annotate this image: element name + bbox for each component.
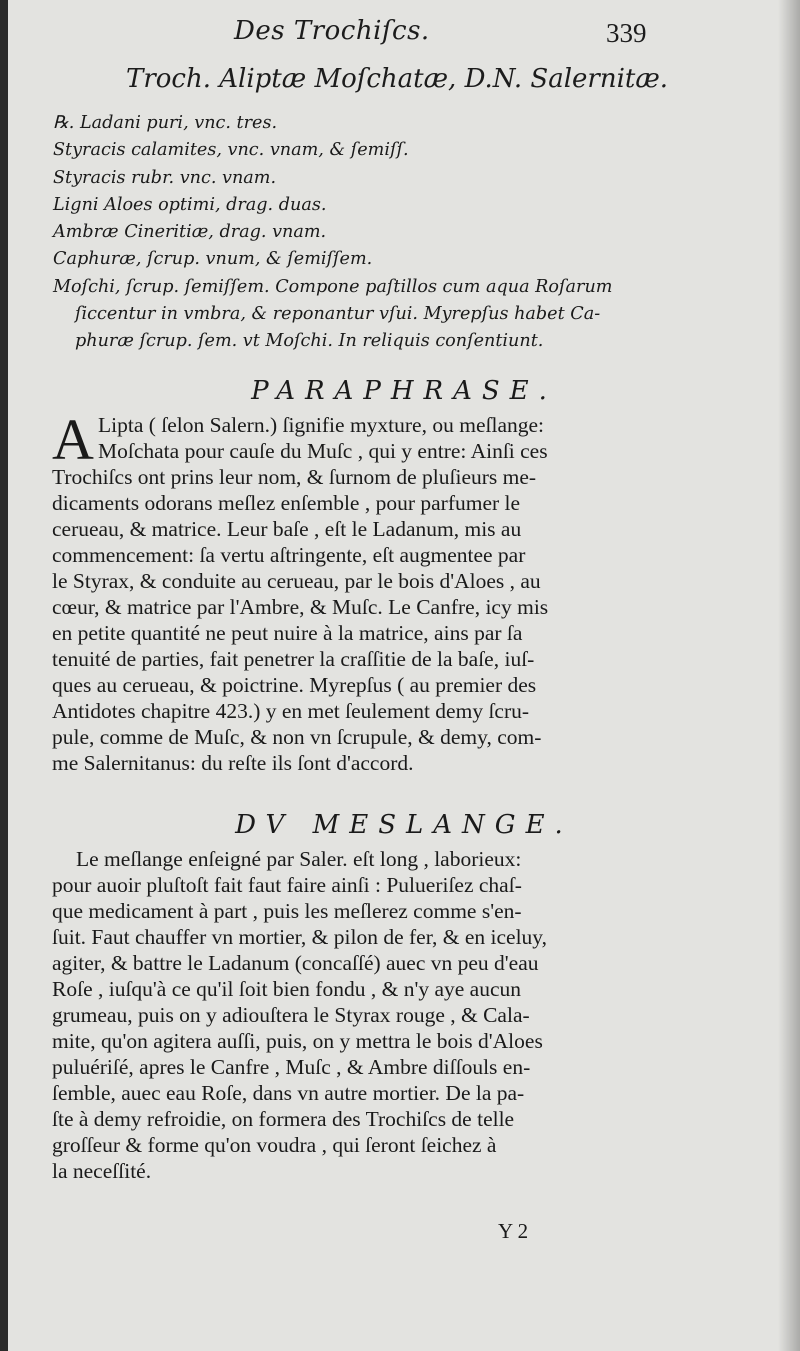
text-line: tenuité de parties, fait penetrer la craſſitie de la baſe, iuſ- xyxy=(52,647,535,671)
text-line: dicaments odorans meſlez enſemble , pour parfumer le xyxy=(52,491,521,515)
text-line: ſuit. Faut chauffer vn mortier, & pilon de fer, & en iceluy, xyxy=(52,925,548,949)
recipe-line: ℞. Ladani puri, vnc. tres. xyxy=(53,113,278,133)
text-line: ſemble, auec eau Roſe, dans vn autre mortier. De la pa- xyxy=(52,1081,525,1105)
text-line: mite, qu'on agitera auſſi, puis, on y mettra le bois d'Aloes xyxy=(52,1029,543,1053)
recipe-line: Ambræ Cineritiæ, drag. vnam. xyxy=(53,222,327,243)
text-line: Trochiſcs ont prins leur nom, & ſurnom de pluſieurs me- xyxy=(52,465,537,489)
catchword: Y 2 xyxy=(498,1219,529,1243)
recipe-block xyxy=(53,110,753,356)
text-line: puluériſé, apres le Canfre , Muſc , & Ambre diſſouls en- xyxy=(52,1055,531,1079)
paraphrase-text xyxy=(52,407,662,776)
text-line: pour auoir pluſtoſt fait faut faire ainſi : Pulueriſez chaſ- xyxy=(52,873,522,897)
text-line: grumeau, puis on y adiouſtera le Styrax rouge , & Cala- xyxy=(52,1003,530,1027)
meslange-heading: DV MESLANGE. xyxy=(235,810,573,840)
text-line: cerueau, & matrice. Leur baſe , eſt le Ladanum, mis au xyxy=(52,517,522,541)
text-line: le Styrax, & conduite au cerueau, par le bois d'Aloes , au xyxy=(52,569,541,593)
recipe-line: ſiccentur in vmbra, & reponantur vſui. Myrepſus habet Ca- xyxy=(75,304,601,325)
paraphrase-heading: PARAPHRASE. xyxy=(251,376,557,406)
text-line: que medicament à part , puis les meſlerez comme s'en- xyxy=(52,899,522,923)
text-line: Moſchata pour cauſe du Muſc , qui y entre: Ainſi ces xyxy=(98,439,548,463)
text-line: pule, comme de Muſc, & non vn ſcrupule, & demy, com- xyxy=(52,725,542,749)
text-line: me Salernitanus: du reſte ils ſont d'accord. xyxy=(52,751,414,775)
text-line: Antidotes chapitre 423.) y en met ſeulement demy ſcru- xyxy=(52,699,530,723)
meslange-text xyxy=(52,846,662,1184)
recipe-line: Styracis rubr. vnc. vnam. xyxy=(53,167,277,188)
recipe-line: Caphuræ, ſcrup. vnum, & ſemiſſem. xyxy=(53,249,373,270)
text-line: Roſe , iuſqu'à ce qu'il ſoit bien fondu , & n'y aye aucun xyxy=(52,977,521,1001)
recipe-line: phuræ ſcrup. ſem. vt Moſchi. In reliquis conſentiunt. xyxy=(75,331,544,352)
recipe-line: Styracis calamites, vnc. vnam, & ſemiſſ. xyxy=(53,140,409,161)
text-line: ques au cerueau, & poictrine. Myrepſus ( au premier des xyxy=(52,673,537,697)
recipe-line: Moſchi, ſcrup. ſemiſſem. Compone paſtillos cum aqua Roſarum xyxy=(53,276,613,297)
recipe-title: Troch. Aliptæ Moſchatæ, D.N. Salernitæ. xyxy=(126,64,669,94)
text-line: Le meſlange enſeigné par Saler. eſt long , laborieux: xyxy=(76,847,522,871)
text-line: en petite quantité ne peut nuire à la matrice, ains par ſa xyxy=(52,621,523,645)
text-line: ſte à demy refroidie, on formera des Trochiſcs de telle xyxy=(52,1107,515,1131)
text-line: groſſeur & forme qu'on voudra , qui ſeront ſeichez à xyxy=(52,1133,497,1157)
text-line: cœur, & matrice par l'Ambre, & Muſc. Le Canfre, icy mis xyxy=(52,595,549,619)
running-head: Des Trochiſcs. xyxy=(234,16,430,46)
book-page xyxy=(8,0,800,1351)
text-line: Lipta ( ſelon Salern.) ſignifie myxture, ou meſlange: xyxy=(98,413,544,437)
text-line: commencement: ſa vertu aſtringente, eſt augmentee par xyxy=(52,543,526,567)
drop-cap: A xyxy=(52,407,94,472)
text-line: agiter, & battre le Ladanum (concaſſé) auec vn peu d'eau xyxy=(52,951,539,975)
page-number: 339 xyxy=(606,18,647,48)
recipe-line: Ligni Aloes optimi, drag. duas. xyxy=(53,194,327,215)
text-line: la neceſſité. xyxy=(52,1159,152,1183)
